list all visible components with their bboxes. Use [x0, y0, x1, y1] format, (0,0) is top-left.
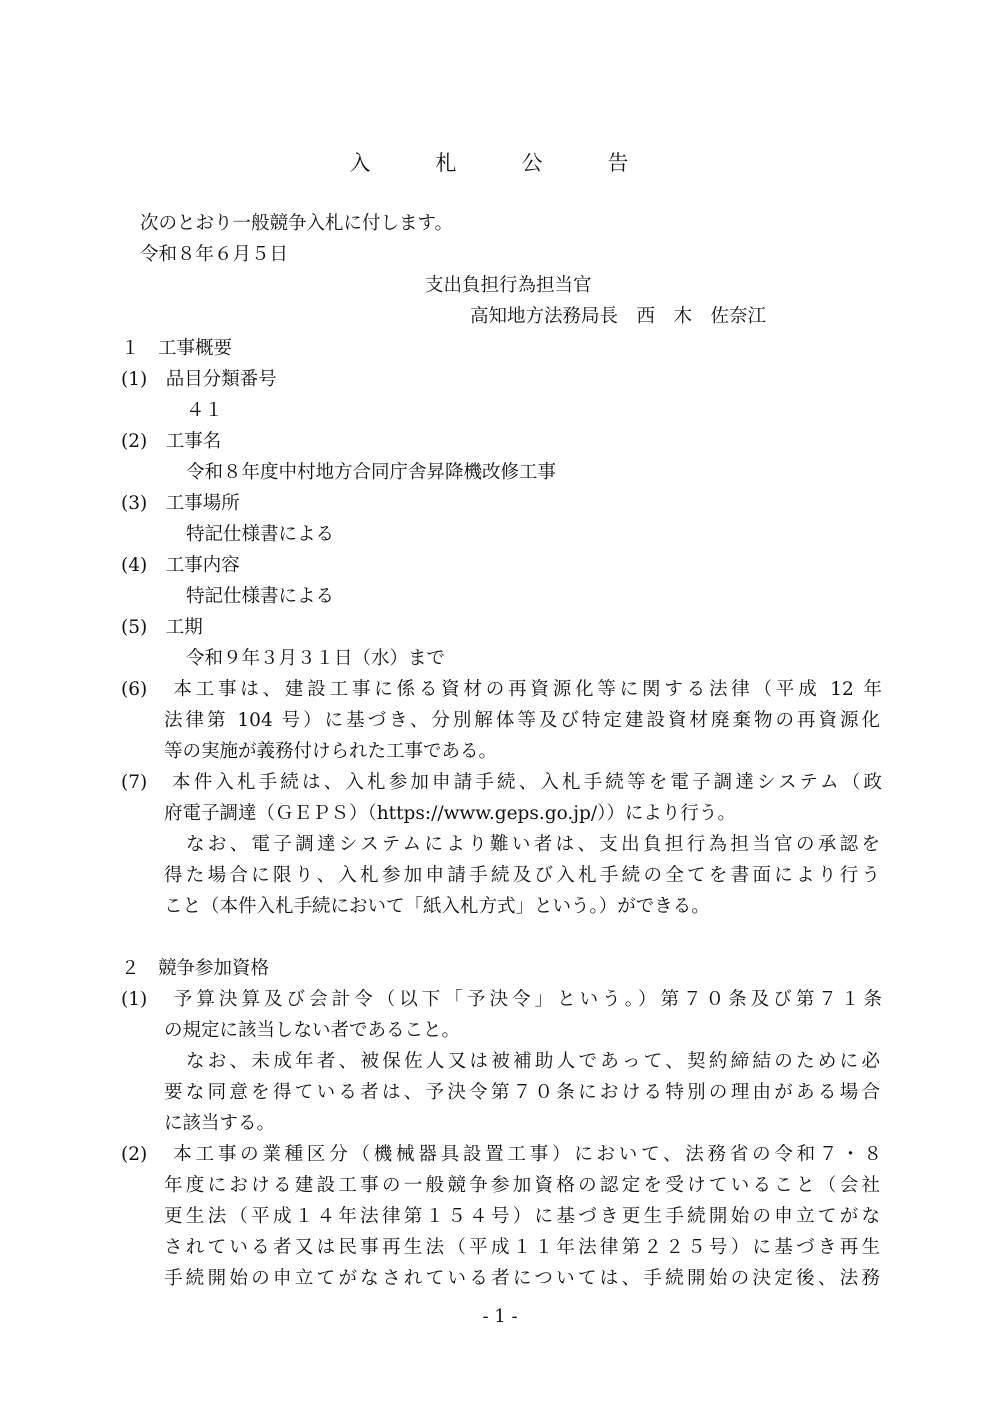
item-1-7-line-2: 府電子調達（ＧＥＰＳ）（https://www.geps.go.jp/））により行う。: [164, 803, 736, 824]
item-1-4-value: 特記仕様書による: [186, 586, 335, 607]
section-1-heading: １ 工事概要: [121, 338, 233, 359]
item-1-6-line-1: (6) 本工事は、建設工事に係る資材の再資源化等に関する法律（平成 12 年: [121, 679, 882, 700]
item-1-2-value: 令和８年度中村地方合同庁舎昇降機改修工事: [186, 462, 557, 483]
notice-date: 令和８年６月５日: [140, 244, 289, 265]
item-2-1-line-1: (1) 予算決算及び会計令（以下「予決令」という。）第７０条及び第７１条: [121, 989, 882, 1010]
item-1-7-line-5: こと（本件入札手続において「紙入札方式」という。）ができる。: [164, 896, 710, 917]
item-2-2-line-2: 年度における建設工事の一般競争参加資格の認定を受けていること（会社: [164, 1175, 880, 1196]
item-2-2-line-4: されている者又は民事再生法（平成１１年法律第２２５号）に基づき再生: [164, 1237, 880, 1258]
item-1-5-value: 令和９年３月３１日（水）まで: [186, 648, 446, 669]
item-1-3-label: (3) 工事場所: [121, 493, 240, 514]
document-title: 入 札 公 告: [349, 151, 651, 175]
item-1-5-label: (5) 工期: [121, 617, 203, 638]
item-1-1-label: (1) 品目分類番号: [121, 369, 277, 390]
item-2-1-line-4: 要な同意を得ている者は、予決令第７０条における特別の理由がある場合: [164, 1082, 880, 1103]
item-2-1-line-2: の規定に該当しない者であること。: [164, 1020, 461, 1041]
item-1-2-label: (2) 工事名: [121, 431, 222, 452]
item-1-6-line-3: 等の実施が義務付けられた工事である。: [164, 741, 498, 762]
item-1-6-line-2: 法律第 104 号）に基づき、分別解体等及び特定建設資材廃棄物の再資源化: [164, 710, 880, 731]
officer-title: 支出負担行為担当官: [425, 275, 592, 296]
page-number: - 1 -: [482, 1306, 518, 1327]
item-2-2-line-1: (2) 本工事の業種区分（機械器具設置工事）において、法務省の令和７・８: [121, 1144, 882, 1165]
officer-name: 高知地方法務局長 西 木 佐奈江: [470, 306, 767, 327]
item-1-1-value: ４１: [186, 400, 224, 421]
item-2-1-line-5: に該当する。: [164, 1113, 276, 1134]
item-2-1-line-3: なお、未成年者、被保佐人又は被補助人であって、契約締結のために必: [186, 1051, 880, 1072]
item-1-7-line-3: なお、電子調達システムにより難い者は、支出負担行為担当官の承認を: [186, 834, 880, 855]
item-1-7-line-4: 得た場合に限り、入札参加申請手続及び入札手続の全てを書面により行う: [164, 865, 880, 886]
section-2-heading: ２ 競争参加資格: [121, 958, 270, 979]
item-1-3-value: 特記仕様書による: [186, 524, 335, 545]
item-1-4-label: (4) 工事内容: [121, 555, 240, 576]
item-2-2-line-3: 更生法（平成１４年法律第１５４号）に基づき更生手続開始の申立てがな: [164, 1206, 880, 1227]
item-2-2-line-5: 手続開始の申立てがなされている者については、手続開始の決定後、法務: [164, 1268, 880, 1289]
item-1-7-line-1: (7) 本件入札手続は、入札参加申請手続、入札手続等を電子調達システム（政: [121, 772, 882, 793]
intro-text: 次のとおり一般競争入札に付します。: [140, 213, 454, 234]
